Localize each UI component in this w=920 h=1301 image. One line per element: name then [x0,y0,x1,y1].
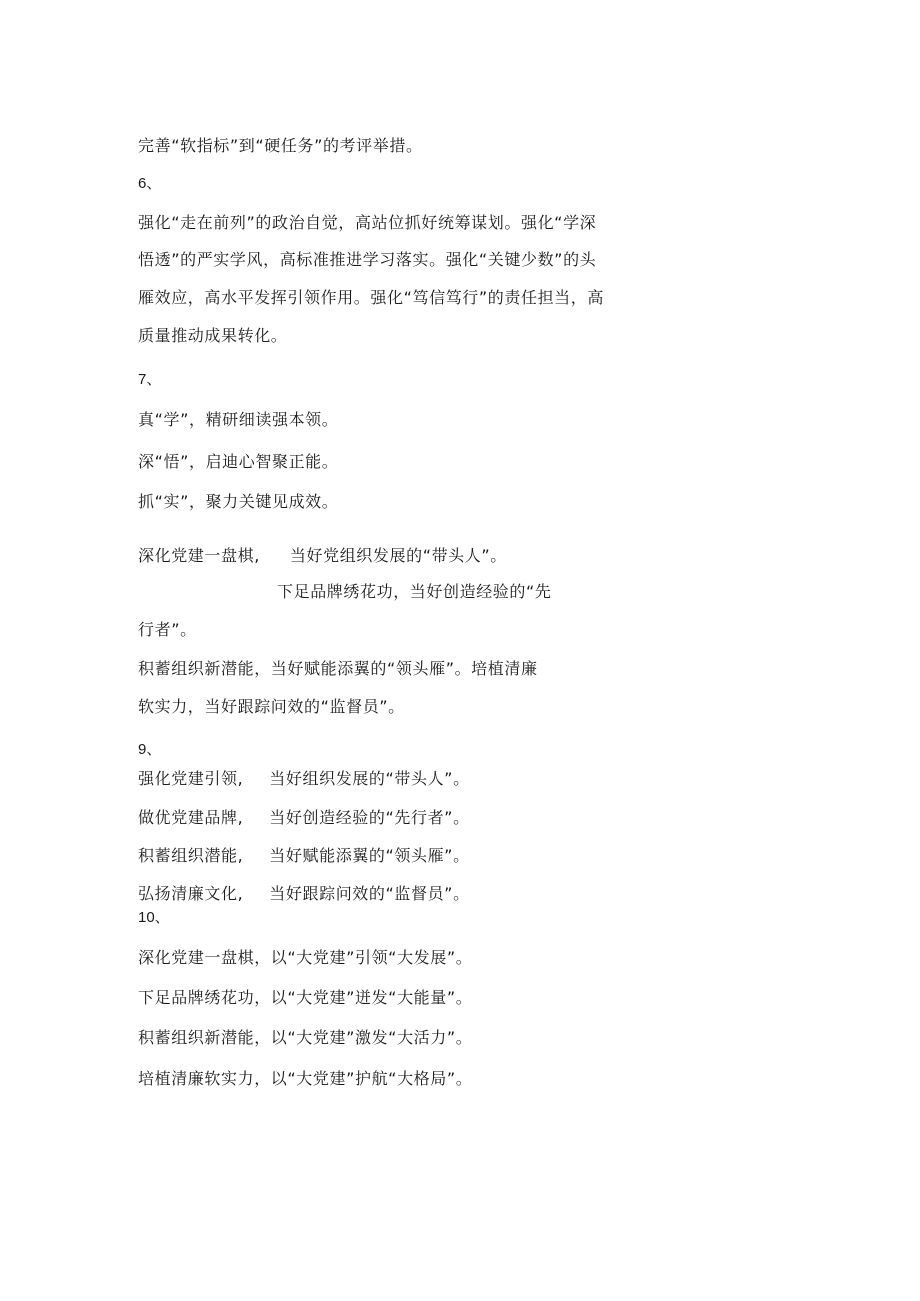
section-7-line: 抓“实”，聚力关键见成效。 [138,492,339,511]
section-6-line: 雁效应，高水平发挥引领作用。强化“笃信笃行”的责任担当，高 [138,288,604,307]
intro-line: 完善“软指标”到“硬任务”的考评举措。 [138,136,423,155]
section-10-line: 积蓄组织新潜能，以“大党建”激发“大活力”。 [138,1028,473,1047]
section-8-phrase: 当好党组织发展的“带头人”。 [289,546,507,565]
section-9-row [138,769,470,789]
section-9-phrase: 当好创造经验的“先行者”。 [269,808,470,827]
section-9-phrase: 当好组织发展的“带头人”。 [269,769,470,788]
section-8-phrase: 深化党建一盘棋, [138,546,260,565]
section-8-line: 下足品牌绣花功，当好创造经验的“先 [277,582,552,601]
section-8-line [138,546,507,566]
section-6-number: 6、 [138,175,162,192]
section-9-row [138,846,470,866]
section-7-number: 7、 [138,371,162,388]
section-7-line: 真“学”，精研细读强本领。 [138,410,339,429]
section-9-phrase: 做优党建品牌, [138,808,244,827]
section-9-row [138,884,470,904]
section-6-line: 悟透”的严实学风，高标准推进学习落实。强化“关键少数”的头 [138,250,597,269]
section-9-phrase: 当好赋能添翼的“领头雁”。 [269,846,470,865]
section-9-phrase: 弘扬清廉文化, [138,884,244,903]
section-8-line: 行者”。 [138,620,197,639]
section-6-line: 强化“走在前列”的政治自觉，高站位抓好统筹谋划。强化“学深 [138,213,597,232]
section-9-phrase: 积蓄组织潜能, [138,846,244,865]
section-8-line: 软实力，当好跟踪问效的“监督员”。 [138,697,405,716]
section-8-line: 积蓄组织新潜能，当好赋能添翼的“领头雁”。培植清廉 [138,659,538,678]
section-10-line: 下足品牌绣花功，以“大党建”迸发“大能量”。 [138,988,473,1007]
section-10-line: 培植清廉软实力，以“大党建”护航“大格局”。 [138,1069,473,1088]
section-10-line: 深化党建一盘棋，以“大党建”引领“大发展”。 [138,948,473,967]
section-9-number: 9、 [138,741,162,758]
section-7-line: 深“悟”，启迪心智聚正能。 [138,452,339,471]
section-9-phrase: 强化党建引领, [138,769,244,788]
section-10-number: 10、 [138,909,170,926]
section-9-phrase: 当好跟踪问效的“监督员”。 [269,884,470,903]
section-6-line: 质量推动成果转化。 [138,326,288,345]
section-9-row [138,808,470,828]
